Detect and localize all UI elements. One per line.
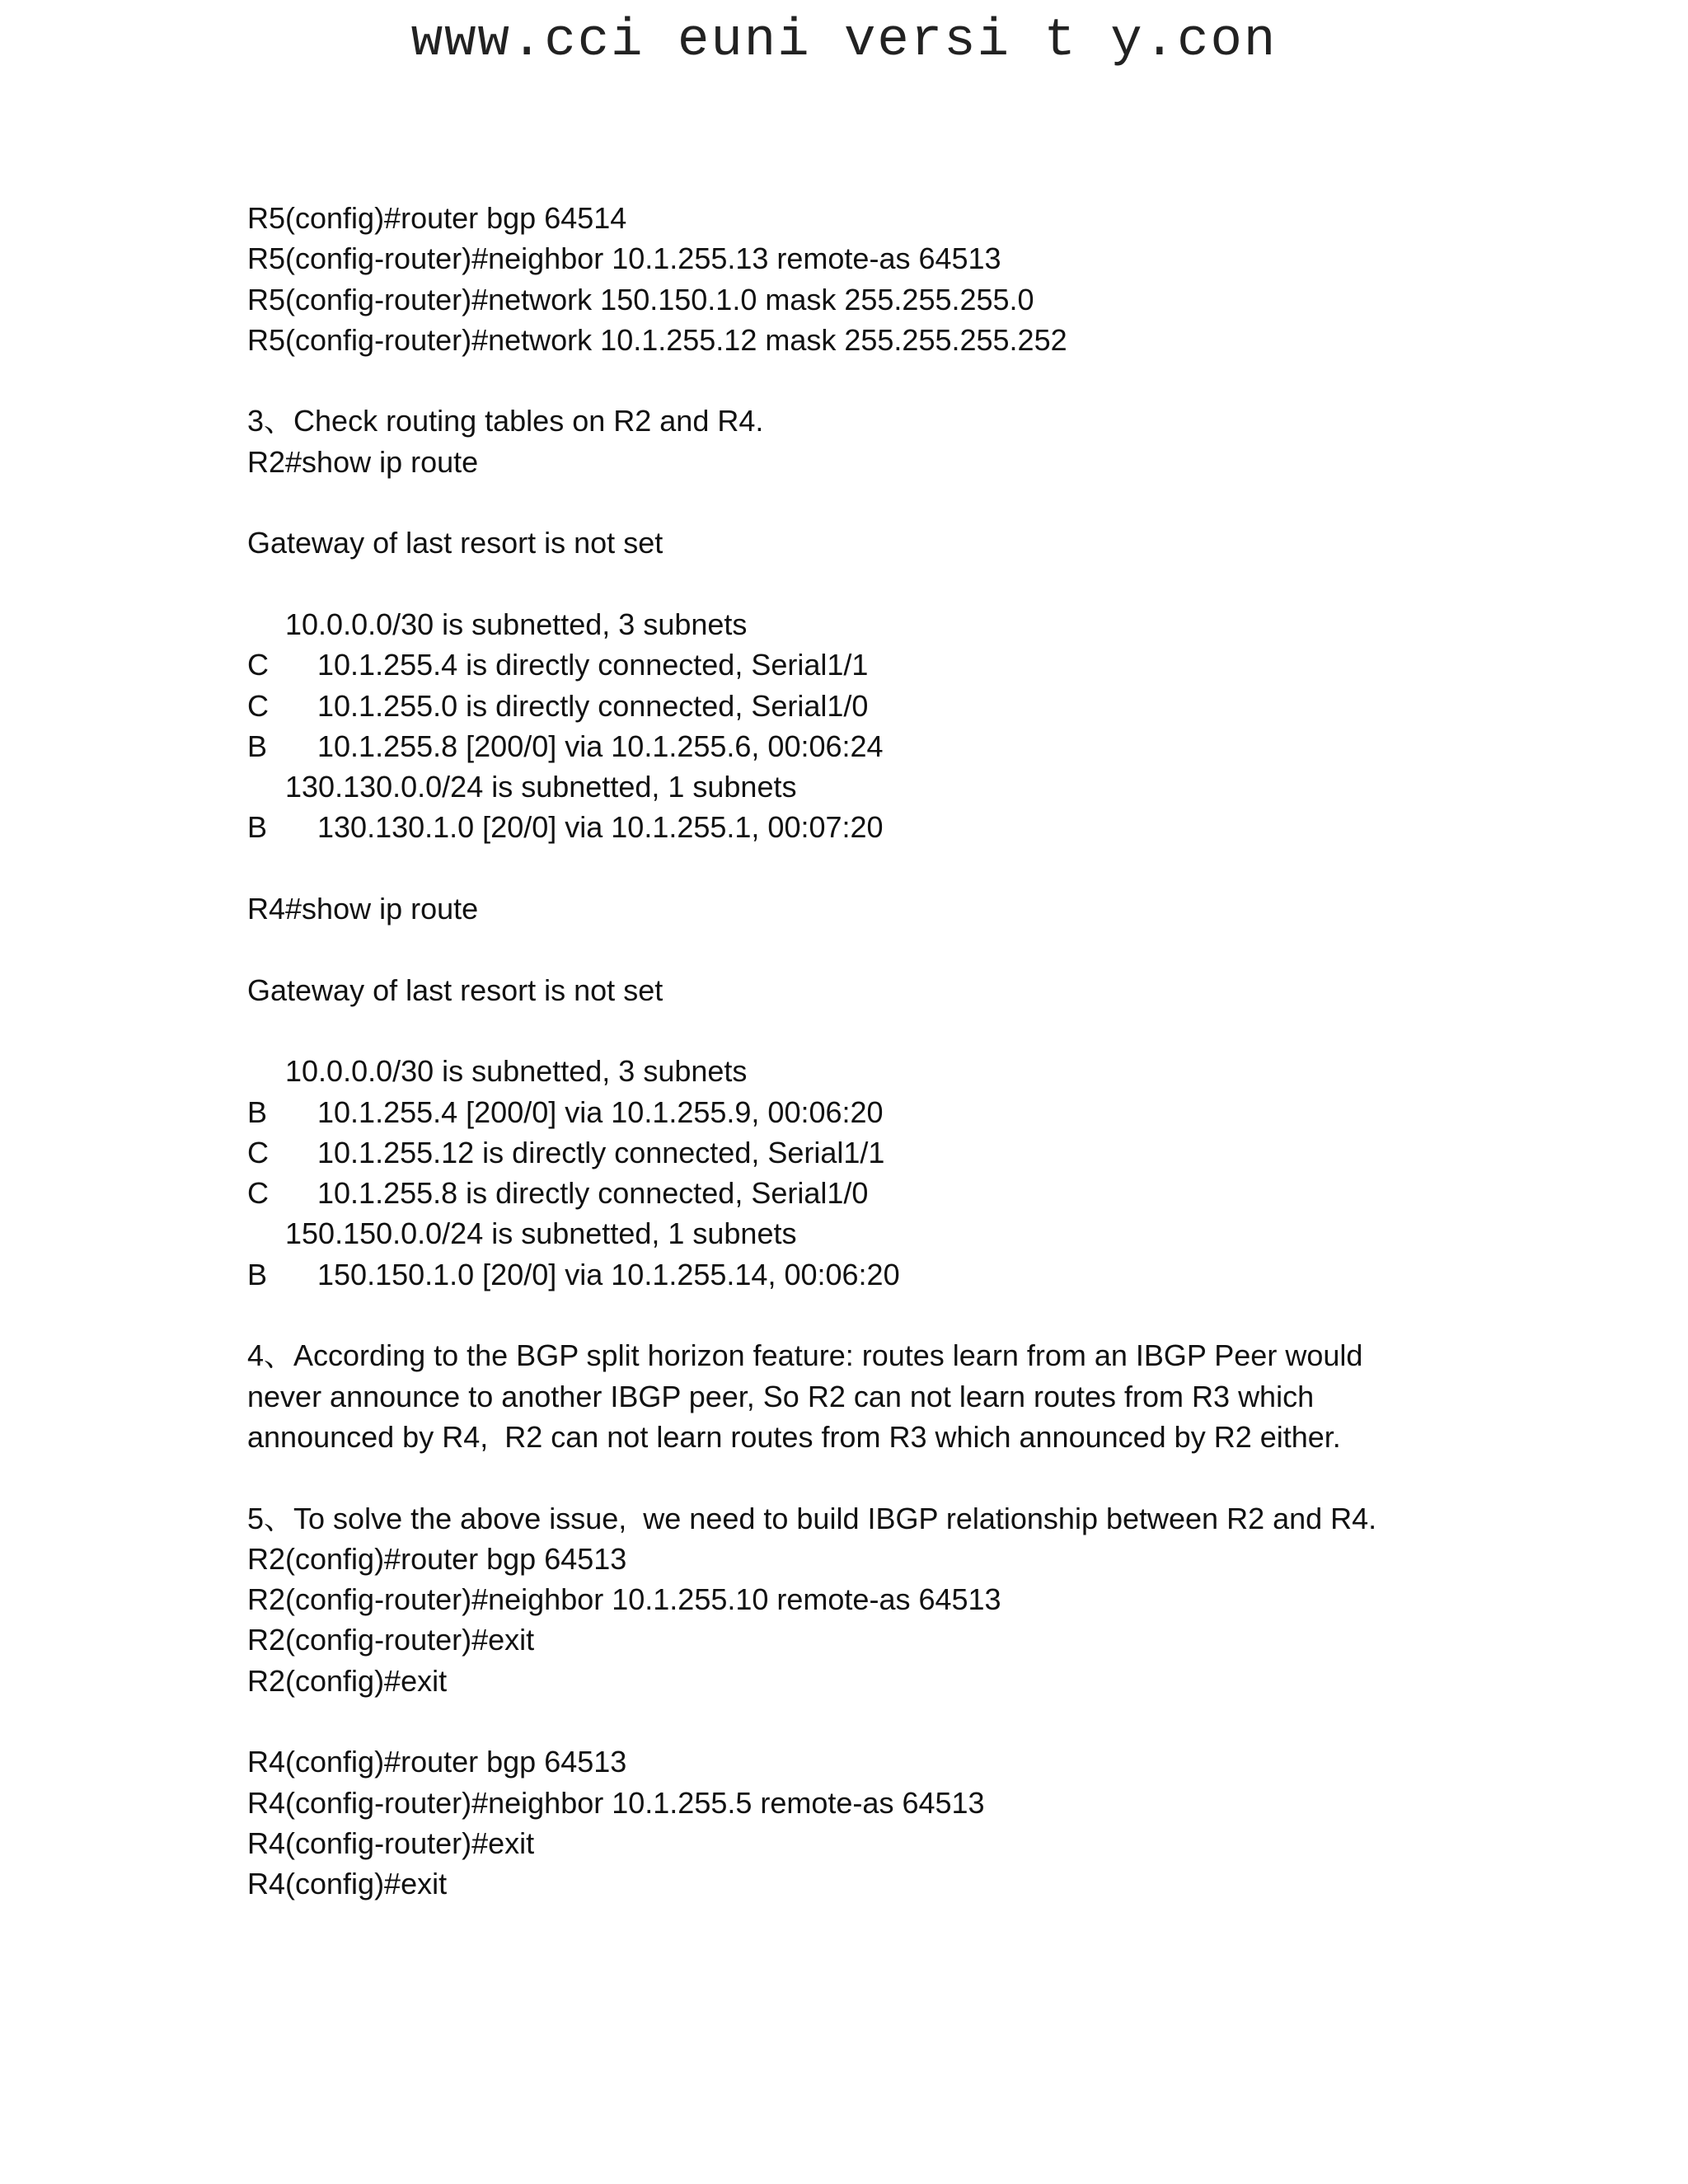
subnet-summary: 150.150.0.0/24 is subnetted, 1 subnets bbox=[285, 1216, 797, 1251]
paragraph-line: never announce to another IBGP peer, So R2 can not learn routes from R3 which bbox=[247, 1379, 1315, 1413]
config-line: R2(config)#exit bbox=[247, 1663, 448, 1698]
route-row bbox=[247, 1092, 1434, 1132]
route-text: 10.1.255.4 [200/0] via 10.1.255.9, 00:06:20 bbox=[317, 1094, 884, 1129]
route-row bbox=[247, 644, 1434, 685]
route-text: 10.1.255.4 is directly connected, Serial1/1 bbox=[317, 648, 869, 682]
step3-heading: 3、Check routing tables on R2 and R4. bbox=[247, 404, 764, 438]
subnet-summary: 10.0.0.0/30 is subnetted, 3 subnets bbox=[285, 607, 748, 641]
route-code: C bbox=[247, 1135, 269, 1169]
subnet-summary: 130.130.0.0/24 is subnetted, 1 subnets bbox=[285, 770, 797, 804]
config-line: R5(config)#router bgp 64514 bbox=[247, 201, 627, 235]
route-row bbox=[247, 686, 1434, 726]
route-text: 10.1.255.0 is directly connected, Serial1/0 bbox=[317, 688, 869, 723]
route-row bbox=[247, 726, 1434, 766]
r2-routing-table bbox=[247, 604, 1434, 848]
route-text: 150.150.1.0 [20/0] via 10.1.255.14, 00:06:20 bbox=[317, 1257, 900, 1291]
spacer bbox=[247, 482, 1434, 523]
route-code: C bbox=[247, 1176, 269, 1211]
spacer bbox=[247, 360, 1434, 401]
config-line: R5(config-router)#neighbor 10.1.255.13 remote-as 64513 bbox=[247, 241, 1001, 276]
r5-config-block bbox=[247, 198, 1434, 360]
route-row bbox=[247, 1173, 1434, 1213]
route-row bbox=[247, 807, 1434, 847]
spacer bbox=[247, 1701, 1434, 1741]
config-line: R2(config-router)#neighbor 10.1.255.10 remote-as 64513 bbox=[247, 1582, 1001, 1617]
step5-heading: 5、To solve the above issue, we need to build IBGP relationship between R2 and R4. bbox=[247, 1501, 1377, 1535]
r2-gateway-line: Gateway of last resort is not set bbox=[247, 526, 663, 560]
spacer bbox=[247, 564, 1434, 604]
route-text: 10.1.255.12 is directly connected, Serial1/1 bbox=[317, 1135, 885, 1169]
r4-config-block bbox=[247, 1741, 1434, 1904]
r4-show-command: R4#show ip route bbox=[247, 892, 479, 926]
paragraph-line: announced by R4, R2 can not learn routes from R3 which announced by R2 either. bbox=[247, 1419, 1341, 1454]
r4-routing-table bbox=[247, 1051, 1434, 1295]
route-code: C bbox=[247, 688, 269, 723]
config-line: R5(config-router)#network 10.1.255.12 mask 255.255.255.252 bbox=[247, 322, 1067, 357]
spacer bbox=[247, 848, 1434, 888]
subnet-summary: 10.0.0.0/30 is subnetted, 3 subnets bbox=[285, 1054, 748, 1089]
route-row bbox=[247, 1254, 1434, 1295]
spacer bbox=[247, 1295, 1434, 1335]
r4-gateway-line: Gateway of last resort is not set bbox=[247, 972, 663, 1007]
route-text: 130.130.1.0 [20/0] via 10.1.255.1, 00:07:20 bbox=[317, 810, 884, 845]
paragraph-line: 4、According to the BGP split horizon feature: routes learn from an IBGP Peer would bbox=[247, 1338, 1363, 1373]
site-header: www.cci euni versi t y.con bbox=[410, 12, 1278, 71]
config-line: R4(config)#exit bbox=[247, 1867, 448, 1901]
spacer bbox=[247, 1010, 1434, 1051]
config-line: R2(config-router)#exit bbox=[247, 1623, 535, 1657]
route-text: 10.1.255.8 is directly connected, Serial1/0 bbox=[317, 1176, 869, 1211]
route-code: B bbox=[247, 1094, 268, 1129]
step4-paragraph bbox=[247, 1335, 1434, 1457]
route-code: C bbox=[247, 648, 269, 682]
config-line: R4(config-router)#exit bbox=[247, 1825, 535, 1860]
document-body bbox=[247, 198, 1434, 1904]
route-code: B bbox=[247, 1257, 268, 1291]
r2-config-block bbox=[247, 1539, 1434, 1701]
spacer bbox=[247, 1457, 1434, 1497]
route-code: B bbox=[247, 729, 268, 763]
route-text: 10.1.255.8 [200/0] via 10.1.255.6, 00:06:24 bbox=[317, 729, 884, 763]
route-code: B bbox=[247, 810, 268, 845]
spacer bbox=[247, 929, 1434, 969]
config-line: R2(config)#router bgp 64513 bbox=[247, 1541, 627, 1576]
config-line: R4(config-router)#neighbor 10.1.255.5 remote-as 64513 bbox=[247, 1785, 985, 1820]
config-line: R4(config)#router bgp 64513 bbox=[247, 1745, 627, 1779]
r2-show-command: R2#show ip route bbox=[247, 444, 479, 479]
config-line: R5(config-router)#network 150.150.1.0 mask 255.255.255.0 bbox=[247, 282, 1034, 316]
route-row bbox=[247, 1132, 1434, 1173]
